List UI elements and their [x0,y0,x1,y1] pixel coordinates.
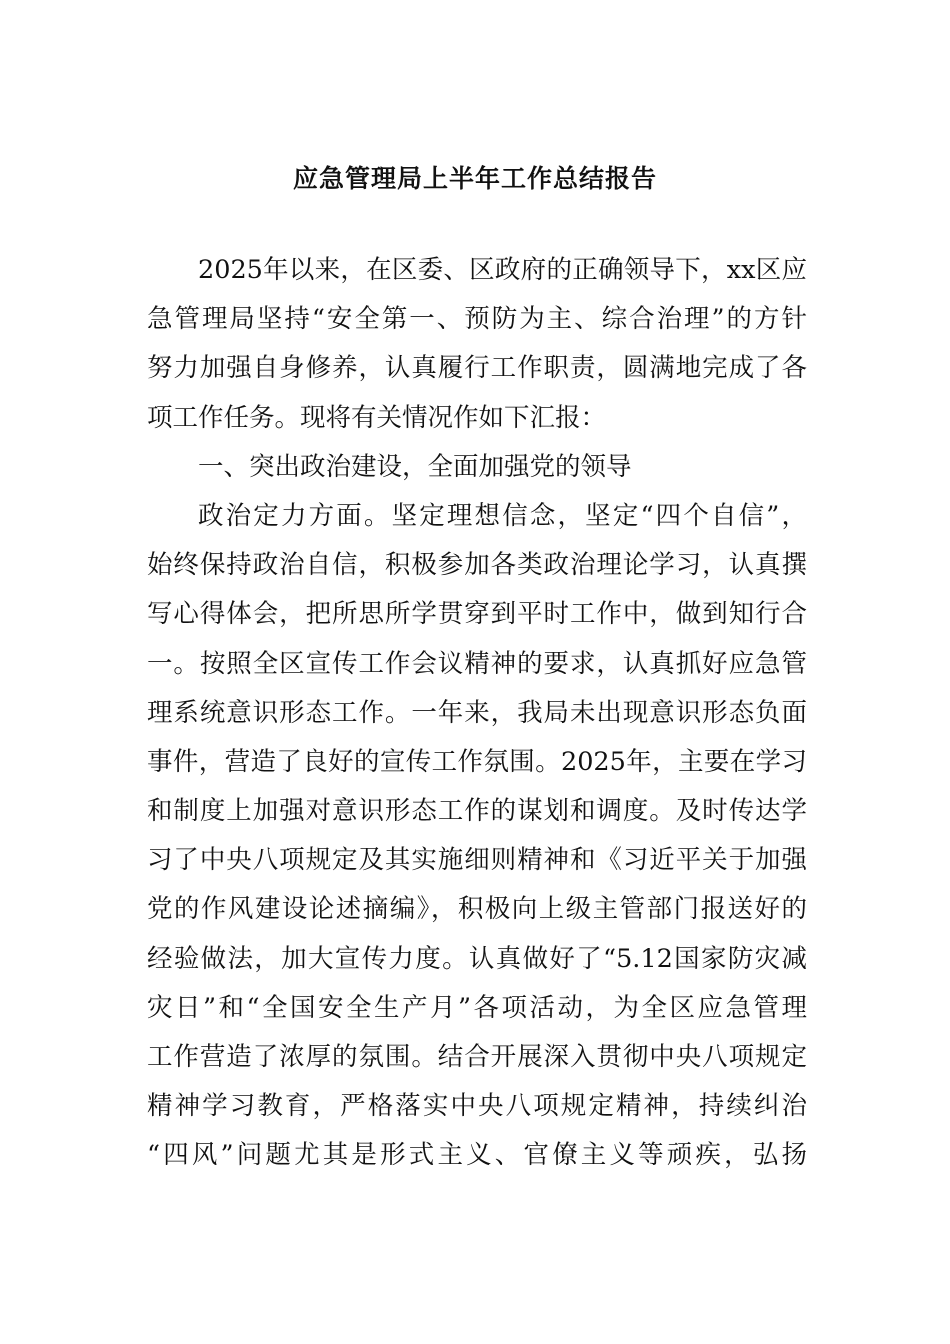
body-line: 理系统意识形态工作。一年来，我局未出现意识形态负面 [147,697,807,728]
body-line: 写心得体会，把所思所学贯穿到平时工作中，做到知行合 [147,599,807,630]
body-line: 习了中央八项规定及其实施细则精神和《习近平关于加强 [147,845,807,876]
body-line: 2025年以来，在区委、区政府的正确领导下，xx区应 [198,255,807,285]
body-line: 灾日”和“全国安全生产月”各项活动，为全区应急管理 [147,992,807,1023]
body-line: 经验做法，加大宣传力度。认真做好了“5.12国家防灾减 [147,943,807,974]
body-line: 一、突出政治建设，全面加强党的领导 [198,451,632,482]
body-line: 项工作任务。现将有关情况作如下汇报： [147,402,607,433]
document-title: 应急管理局上半年工作总结报告 [292,164,657,193]
body-line: 政治定力方面。坚定理想信念，坚定“四个自信”， [198,500,807,531]
body-line: 努力加强自身修养，认真履行工作职责，圆满地完成了各 [147,353,807,384]
body-line: 党的作风建设论述摘编》，积极向上级主管部门报送好的 [147,894,807,925]
body-line: “四风”问题尤其是形式主义、官僚主义等顽疾，弘扬 [147,1140,807,1171]
body-line: 和制度上加强对意识形态工作的谋划和调度。及时传达学 [147,796,807,827]
body-line: 事件，营造了良好的宣传工作氛围。2025年，主要在学习 [147,746,807,777]
body-line: 工作营造了浓厚的氛围。结合开展深入贯彻中央八项规定 [147,1042,807,1072]
body-line: 始终保持政治自信，积极参加各类政治理论学习，认真撰 [147,550,807,581]
document-body [147,246,807,1181]
body-line: 急管理局坚持“安全第一、预防为主、综合治理”的方针 [147,304,807,335]
body-line: 精神学习教育，严格落实中央八项规定精神，持续纠治 [147,1091,807,1122]
body-line: 一。按照全区宣传工作会议精神的要求，认真抓好应急管 [147,648,807,679]
